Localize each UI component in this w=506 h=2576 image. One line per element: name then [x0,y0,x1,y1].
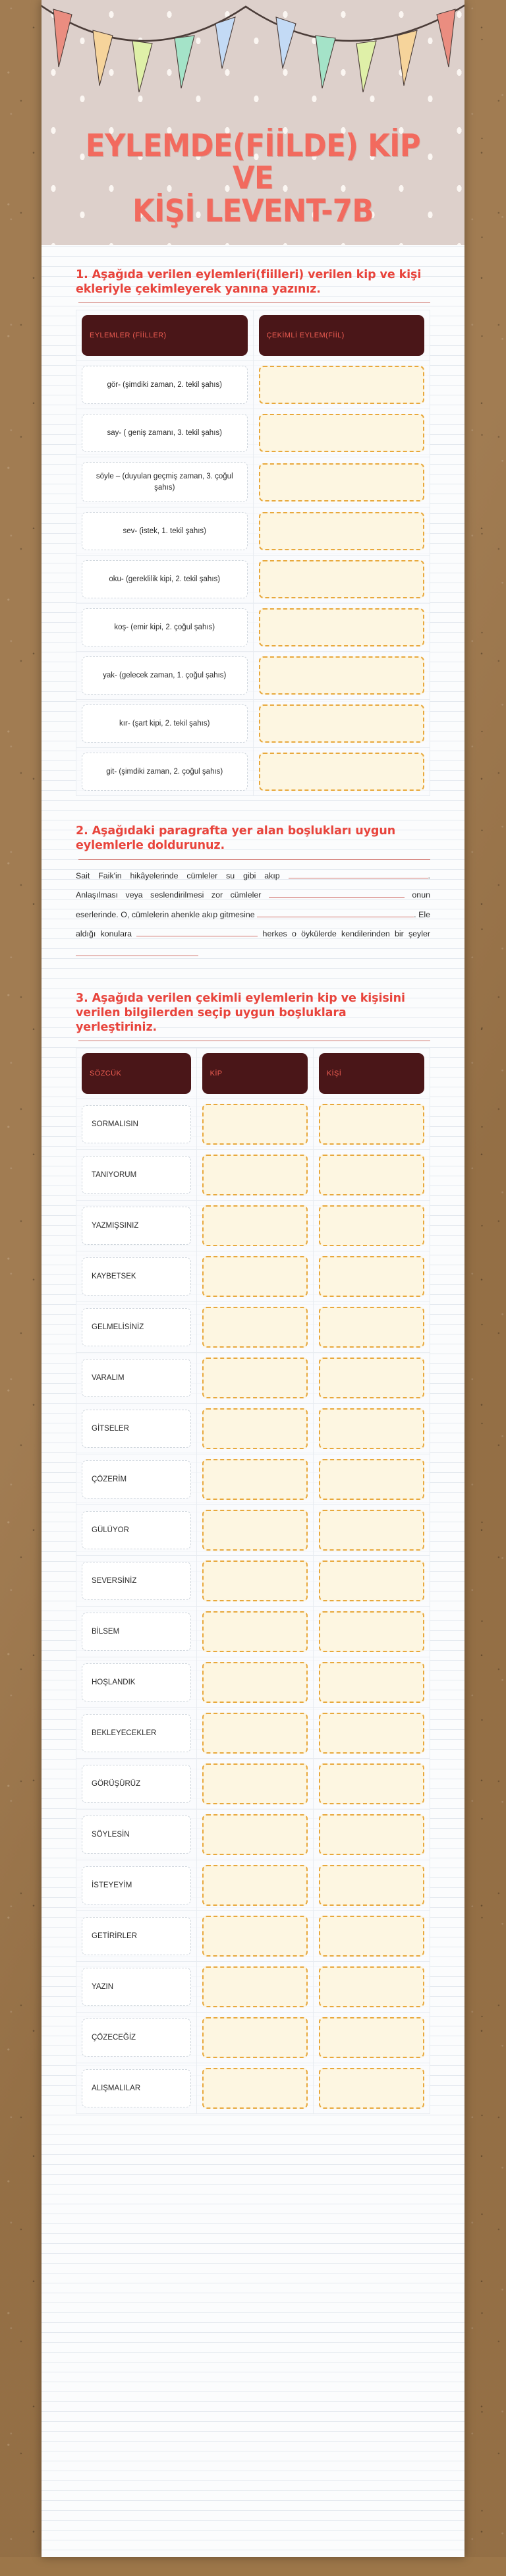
table-row [76,1454,430,1505]
verb-prompt-cell [76,604,254,652]
word-label: ÇÖZERİM [82,1460,191,1499]
section-2 [76,824,430,963]
table-row [76,361,430,409]
kisi-input-4[interactable] [319,1256,424,1297]
mood-person-table [76,1048,430,2114]
kisi-input-12[interactable] [319,1662,424,1703]
table-header-cell [196,1048,313,1099]
kisi-cell[interactable] [313,1657,430,1708]
word-label: SÖYLESİN [82,1816,191,1854]
answer-input-5[interactable] [259,560,425,598]
word-cell [76,1607,197,1657]
answer-input-9[interactable] [259,753,425,791]
worksheet-page [42,0,464,2557]
column-header-kip: KİP [202,1053,308,1094]
table-row [76,1353,430,1404]
kisi-cell[interactable] [313,1759,430,1810]
kisi-input-9[interactable] [319,1510,424,1551]
table-row [76,1657,430,1708]
word-cell [76,1251,197,1302]
kip-cell[interactable] [196,1759,313,1810]
column-header-verbs: EYLEMLER (FİİLLER) [82,315,248,356]
kip-cell[interactable] [196,1708,313,1759]
answer-cell[interactable] [253,700,430,748]
kip-input-18[interactable] [202,1966,308,2007]
kip-input-2[interactable] [202,1155,308,1195]
paragraph-part-1: Sait Faik'in hikâyelerinde cümleler su gibi akıp [76,871,280,880]
kisi-cell[interactable] [313,1860,430,1911]
word-label: ALIŞMALILAR [82,2069,191,2107]
kisi-input-16[interactable] [319,1865,424,1906]
word-label: BEKLEYECEKLER [82,1714,191,1752]
kip-input-17[interactable] [202,1916,308,1957]
table-row [76,1150,430,1201]
kip-cell[interactable] [196,2063,313,2114]
verb-prompt: oku- (gereklilik kipi, 2. tekil şahıs) [82,560,248,598]
paragraph-blank-4[interactable] [136,927,258,936]
table-row [76,1302,430,1353]
kip-cell[interactable] [196,1251,313,1302]
verb-prompt: git- (şimdiki zaman, 2. çoğul şahıs) [82,753,248,791]
word-label: SORMALISIN [82,1105,191,1143]
answer-cell[interactable] [253,556,430,604]
column-header-word: SÖZCÜK [82,1053,191,1094]
section-2-divider [78,859,430,860]
answer-cell[interactable] [253,652,430,700]
kip-cell[interactable] [196,1454,313,1505]
verb-prompt-cell [76,556,254,604]
header-banner [42,0,464,245]
table-row [76,1810,430,1860]
word-label: GÖRÜŞÜRÜZ [82,1765,191,1803]
kisi-cell[interactable] [313,2063,430,2114]
kip-cell[interactable] [196,1302,313,1353]
word-cell [76,1454,197,1505]
kisi-cell[interactable] [313,1505,430,1556]
paragraph-part-4: . Ele aldığı konulara [76,909,430,939]
kisi-input-2[interactable] [319,1155,424,1195]
table-row [76,1505,430,1556]
verb-prompt: gör- (şimdiki zaman, 2. tekil şahıs) [82,366,248,404]
kip-input-8[interactable] [202,1459,308,1500]
kisi-input-20[interactable] [319,2068,424,2109]
kip-input-10[interactable] [202,1560,308,1601]
kip-input-4[interactable] [202,1256,308,1297]
kip-input-13[interactable] [202,1713,308,1754]
word-label: İSTEYEYİM [82,1866,191,1904]
table-header-cell [76,310,254,361]
table-row [76,1556,430,1607]
word-label: GELMELİSİNİZ [82,1308,191,1346]
table-row [76,700,430,748]
column-header-conjugated: ÇEKİMLİ EYLEM(FİİL) [259,315,425,356]
table-row [76,1201,430,1251]
kisi-input-19[interactable] [319,2017,424,2058]
page-title-line-1: EYLEMDE(FİİLDE) KİP VE [85,127,421,197]
word-cell [76,2013,197,2063]
paragraph-part-5: herkes o öykülerde kendilerinden bir şeyler [262,929,430,939]
kisi-cell[interactable] [313,1353,430,1404]
kisi-cell[interactable] [313,1810,430,1860]
verb-conjugation-table [76,310,430,796]
kisi-input-3[interactable] [319,1205,424,1246]
word-label: GETİRİRLER [82,1917,191,1955]
word-cell [76,1302,197,1353]
table-row [76,1911,430,1962]
table-header-row [76,310,430,361]
word-cell [76,1657,197,1708]
kisi-input-17[interactable] [319,1916,424,1957]
kip-cell[interactable] [196,1505,313,1556]
word-label: VARALIM [82,1359,191,1397]
table-row [76,652,430,700]
section-1-divider [78,302,430,303]
table-row [76,2063,430,2114]
verb-prompt-cell [76,700,254,748]
answer-cell[interactable] [253,507,430,556]
verb-prompt: yak- (gelecek zaman, 1. çoğul şahıs) [82,656,248,695]
kip-cell[interactable] [196,1911,313,1962]
paragraph-blank-5[interactable] [76,946,198,956]
kisi-cell[interactable] [313,1099,430,1150]
kip-input-12[interactable] [202,1662,308,1703]
table-header-row [76,1048,430,1099]
answer-input-2[interactable] [259,414,425,452]
kisi-input-11[interactable] [319,1611,424,1652]
table-row [76,604,430,652]
verb-prompt-cell [76,361,254,409]
word-cell [76,1099,197,1150]
table-header-cell [253,310,430,361]
verb-prompt-cell [76,652,254,700]
column-header-kisi: KİŞİ [319,1053,424,1094]
table-row [76,409,430,457]
paragraph-blank-1[interactable] [289,869,428,878]
answer-cell[interactable] [253,409,430,457]
kisi-cell[interactable] [313,1911,430,1962]
answer-input-3[interactable] [259,463,425,501]
table-row [76,457,430,507]
word-cell [76,1810,197,1860]
word-cell [76,1353,197,1404]
table-row [76,1607,430,1657]
answer-input-8[interactable] [259,704,425,743]
kip-input-1[interactable] [202,1104,308,1145]
table-header-cell [313,1048,430,1099]
table-row [76,1962,430,2013]
kisi-cell[interactable] [313,1607,430,1657]
word-cell [76,1150,197,1201]
kisi-input-5[interactable] [319,1307,424,1348]
kisi-cell[interactable] [313,1150,430,1201]
kip-cell[interactable] [196,1201,313,1251]
kip-input-7[interactable] [202,1408,308,1449]
word-label: SEVERSİNİZ [82,1562,191,1600]
kisi-cell[interactable] [313,1962,430,2013]
paragraph-blank-3[interactable] [257,907,414,917]
kip-input-16[interactable] [202,1865,308,1906]
kisi-input-1[interactable] [319,1104,424,1145]
section-1 [76,268,430,796]
table-row [76,1404,430,1454]
kip-input-11[interactable] [202,1611,308,1652]
word-cell [76,1404,197,1454]
word-label: ÇÖZECEĞİZ [82,2018,191,2057]
verb-prompt-cell [76,409,254,457]
table-row [76,1860,430,1911]
kisi-cell[interactable] [313,1302,430,1353]
word-cell [76,2063,197,2114]
word-label: YAZMIŞSINIZ [82,1207,191,1245]
kip-input-9[interactable] [202,1510,308,1551]
table-row [76,507,430,556]
kisi-input-6[interactable] [319,1358,424,1398]
page-title-line-2: KİŞİ LEVENT-7B [132,193,374,230]
kip-cell[interactable] [196,1556,313,1607]
kip-input-6[interactable] [202,1358,308,1398]
kip-cell[interactable] [196,1404,313,1454]
verb-prompt: koş- (emir kipi, 2. çoğul şahıs) [82,608,248,646]
paragraph-part-2: . Anlaşılması veya seslendirilmesi zor cümleler [76,871,430,900]
verb-prompt-cell [76,748,254,796]
word-cell [76,1962,197,2013]
kisi-cell[interactable] [313,1708,430,1759]
table-row [76,1759,430,1810]
table-row [76,1099,430,1150]
kip-input-19[interactable] [202,2017,308,2058]
table-row [76,556,430,604]
kip-input-20[interactable] [202,2068,308,2109]
kip-cell[interactable] [196,2013,313,2063]
word-cell [76,1201,197,1251]
kisi-cell[interactable] [313,1454,430,1505]
section-2-title: 2. Aşağıdaki paragrafta yer alan boşlukları uygun eylemlerle doldurunuz. [76,824,396,853]
word-cell [76,1505,197,1556]
table-row [76,1708,430,1759]
word-label: KAYBETSEK [82,1257,191,1296]
answer-cell[interactable] [253,604,430,652]
verb-prompt-cell [76,507,254,556]
section-3 [76,991,430,2114]
word-cell [76,1759,197,1810]
kip-cell[interactable] [196,1607,313,1657]
answer-input-6[interactable] [259,608,425,646]
kip-cell[interactable] [196,1860,313,1911]
kip-input-5[interactable] [202,1307,308,1348]
kip-cell[interactable] [196,1962,313,2013]
kisi-input-14[interactable] [319,1763,424,1804]
paragraph-blank-2[interactable] [269,888,405,898]
word-label: GİTSELER [82,1410,191,1448]
kip-cell[interactable] [196,1353,313,1404]
word-label: GÜLÜYOR [82,1511,191,1549]
answer-cell[interactable] [253,748,430,796]
word-label: YAZIN [82,1968,191,2006]
answer-cell[interactable] [253,457,430,507]
word-label: BİLSEM [82,1613,191,1651]
kisi-input-13[interactable] [319,1713,424,1754]
table-row [76,1251,430,1302]
verb-prompt-cell [76,457,254,507]
fill-in-paragraph [76,867,430,964]
kisi-cell[interactable] [313,1556,430,1607]
kip-input-3[interactable] [202,1205,308,1246]
table-header-cell [76,1048,197,1099]
word-cell [76,1708,197,1759]
page-title [42,127,464,230]
kip-input-15[interactable] [202,1814,308,1855]
table-row [76,2013,430,2063]
kisi-input-15[interactable] [319,1814,424,1855]
section-1-title: 1. Aşağıda verilen eylemleri(fiilleri) verilen kip ve kişi ekleriyle çekimleyerek yanına yazınız. [76,268,422,297]
kip-input-14[interactable] [202,1763,308,1804]
verb-prompt: söyle – (duyulan geçmiş zaman, 3. çoğul şahıs) [82,462,248,502]
kisi-input-10[interactable] [319,1560,424,1601]
answer-input-1[interactable] [259,366,425,404]
kisi-cell[interactable] [313,1251,430,1302]
answer-input-7[interactable] [259,656,425,695]
word-cell [76,1556,197,1607]
kip-cell[interactable] [196,1150,313,1201]
kisi-input-7[interactable] [319,1408,424,1449]
kisi-input-8[interactable] [319,1459,424,1500]
verb-prompt: kır- (şart kipi, 2. tekil şahıs) [82,704,248,743]
kisi-cell[interactable] [313,2013,430,2063]
kisi-cell[interactable] [313,1404,430,1454]
answer-input-4[interactable] [259,512,425,550]
verb-prompt: say- ( geniş zamanı, 3. tekil şahıs) [82,414,248,452]
word-label: TANIYORUM [82,1156,191,1194]
paragraph-part-3: onun eserlerinde. O, cümlelerin ahenkle akıp gitmesine [76,890,430,919]
kisi-input-18[interactable] [319,1966,424,2007]
word-cell [76,1860,197,1911]
kip-cell[interactable] [196,1657,313,1708]
section-3-title: 3. Aşağıda verilen çekimli eylemlerin kip ve kişisini verilen bilgilerden seçip uygun boşluklara yerleştiriniz. [76,992,405,1035]
kip-cell[interactable] [196,1099,313,1150]
kisi-cell[interactable] [313,1201,430,1251]
table-row [76,748,430,796]
word-label: HOŞLANDIK [82,1663,191,1702]
word-cell [76,1911,197,1962]
kip-cell[interactable] [196,1810,313,1860]
verb-prompt: sev- (istek, 1. tekil şahıs) [82,512,248,550]
answer-cell[interactable] [253,361,430,409]
